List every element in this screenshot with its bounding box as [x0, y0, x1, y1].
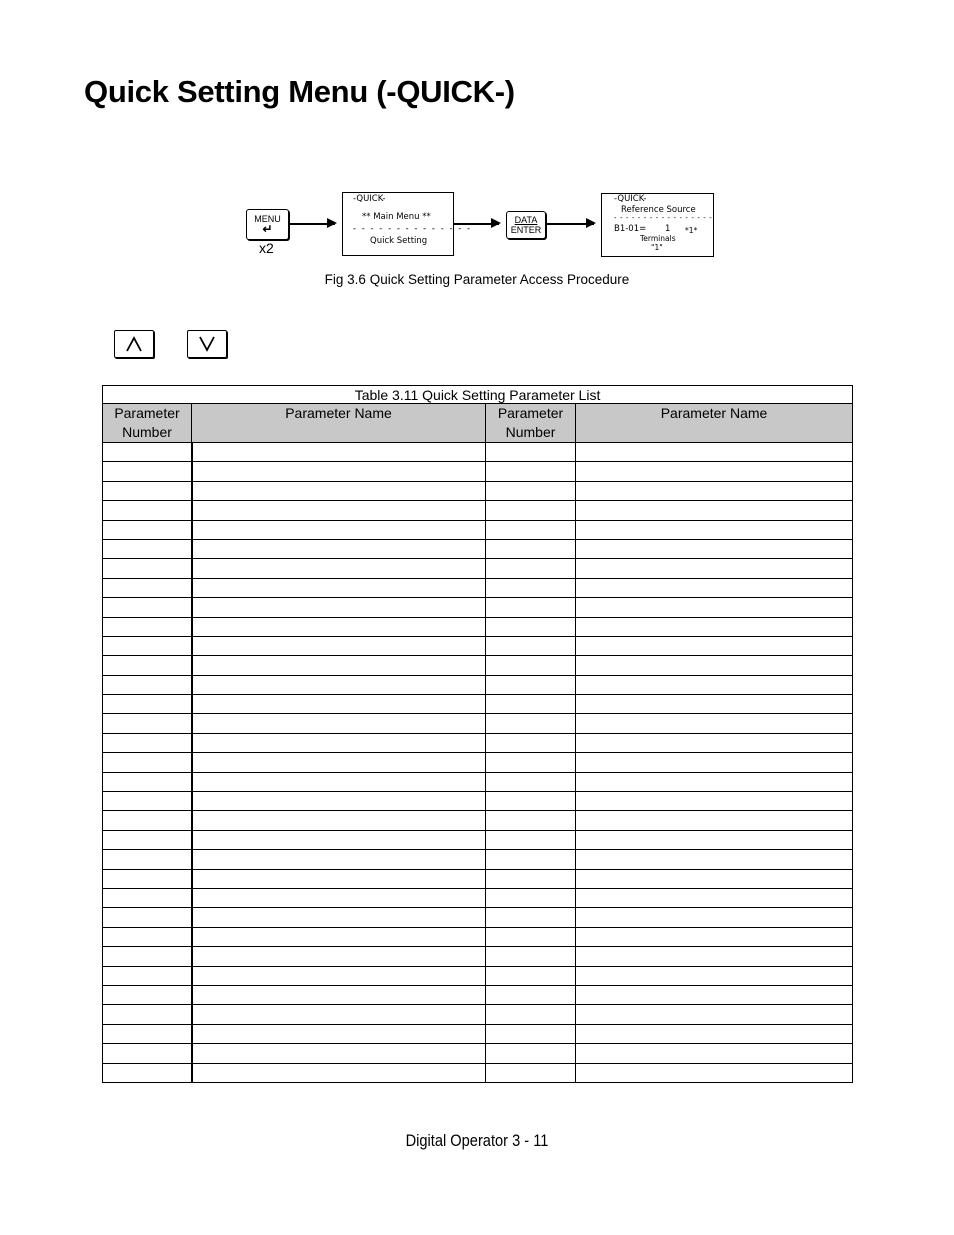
table-cell — [103, 985, 192, 1004]
table-cell — [192, 985, 486, 1004]
table-cell — [486, 888, 576, 907]
table-cell — [103, 869, 192, 888]
table-cell — [192, 520, 486, 539]
table-cell — [192, 675, 486, 694]
table-cell — [103, 947, 192, 966]
table-cell — [576, 598, 853, 617]
table-cell — [576, 539, 853, 558]
table-cell — [103, 753, 192, 772]
table-header-row — [103, 404, 853, 443]
table-cell — [576, 792, 853, 811]
arrow-right-icon — [454, 223, 499, 225]
table-cell — [486, 617, 576, 636]
table-cell — [103, 792, 192, 811]
table-cell — [486, 539, 576, 558]
table-cell — [192, 811, 486, 830]
table-cell — [192, 1044, 486, 1063]
table-row — [103, 1024, 853, 1043]
table-cell — [103, 714, 192, 733]
table-cell — [486, 656, 576, 675]
table-cell — [103, 578, 192, 597]
table-cell — [486, 578, 576, 597]
page-title: Quick Setting Menu (-QUICK-) — [84, 74, 515, 109]
table-cell — [192, 869, 486, 888]
press-count: x2 — [259, 240, 274, 256]
table-row — [103, 1063, 853, 1082]
table-cell — [103, 656, 192, 675]
table-row — [103, 1005, 853, 1024]
table-cell — [103, 908, 192, 927]
table-cell — [486, 598, 576, 617]
table-cell — [103, 850, 192, 869]
table-row — [103, 443, 853, 462]
down-key — [187, 330, 227, 358]
table-cell — [576, 753, 853, 772]
lcd-header: -QUICK- — [353, 194, 386, 204]
table-cell — [486, 1063, 576, 1082]
table-cell — [192, 695, 486, 714]
table-cell — [576, 714, 853, 733]
table-cell — [576, 520, 853, 539]
table-cell — [103, 888, 192, 907]
table-cell — [486, 462, 576, 481]
table-cell — [192, 714, 486, 733]
table-cell — [192, 966, 486, 985]
parameter-table — [102, 385, 853, 1083]
table-cell — [192, 636, 486, 655]
table-cell — [486, 714, 576, 733]
table-row — [103, 539, 853, 558]
table-cell — [486, 501, 576, 520]
table-cell — [486, 753, 576, 772]
table-cell — [576, 1044, 853, 1063]
table-cell — [486, 636, 576, 655]
table-row — [103, 1044, 853, 1063]
table-cell — [486, 481, 576, 500]
lcd-main-menu — [342, 192, 472, 256]
table-cell — [103, 636, 192, 655]
table-row — [103, 481, 853, 500]
table-row — [103, 772, 853, 791]
table-cell — [192, 753, 486, 772]
table-cell — [576, 966, 853, 985]
table-cell — [103, 733, 192, 752]
table-cell — [192, 539, 486, 558]
table-row — [103, 656, 853, 675]
table-cell — [486, 675, 576, 694]
table-cell — [576, 985, 853, 1004]
table-row — [103, 501, 853, 520]
table-cell — [103, 811, 192, 830]
table-cell — [576, 1024, 853, 1043]
table-cell — [576, 733, 853, 752]
menu-key — [246, 209, 289, 240]
table-row — [103, 947, 853, 966]
table-row — [103, 462, 853, 481]
table-cell — [576, 1063, 853, 1082]
table-cell — [103, 772, 192, 791]
table-cell — [576, 578, 853, 597]
table-cell — [576, 908, 853, 927]
table-row — [103, 888, 853, 907]
data-key-label: DATA — [514, 215, 538, 225]
table-cell — [576, 559, 853, 578]
lcd-header: -QUICK- — [614, 194, 647, 204]
table-cell — [192, 481, 486, 500]
table-cell — [576, 695, 853, 714]
table-cell — [192, 927, 486, 946]
table-cell — [576, 830, 853, 849]
table-cell — [103, 481, 192, 500]
table-cell — [486, 869, 576, 888]
lcd-sub: "1" — [651, 243, 663, 252]
table-row — [103, 908, 853, 927]
table-row — [103, 559, 853, 578]
table-cell — [576, 869, 853, 888]
table-cell — [103, 1063, 192, 1082]
lcd-param: B1-01= — [614, 224, 647, 234]
table-cell — [576, 501, 853, 520]
table-row — [103, 850, 853, 869]
table-cell — [192, 598, 486, 617]
table-cell — [576, 772, 853, 791]
lcd-line: Reference Source — [621, 205, 696, 215]
table-cell — [103, 1005, 192, 1024]
table-cell — [486, 520, 576, 539]
table-cell — [576, 617, 853, 636]
table-cell — [103, 966, 192, 985]
arrow-right-icon — [290, 223, 335, 225]
lcd-line: Quick Setting — [370, 236, 428, 246]
table-cell — [486, 811, 576, 830]
table-row — [103, 985, 853, 1004]
table-cell — [103, 617, 192, 636]
table-cell — [486, 927, 576, 946]
table-cell — [103, 598, 192, 617]
header-parameter-number: Parameter Number — [486, 404, 576, 443]
table-cell — [103, 539, 192, 558]
lcd-sub: Terminals — [640, 234, 676, 243]
figure-caption: Fig 3.6 Quick Setting Parameter Access Procedure — [324, 272, 630, 287]
table-cell — [103, 443, 192, 462]
table-cell — [576, 811, 853, 830]
lcd-suffix: *1* — [685, 226, 698, 235]
table-row — [103, 598, 853, 617]
table-cell — [486, 830, 576, 849]
table-cell — [192, 733, 486, 752]
table-row — [103, 811, 853, 830]
table-cell — [192, 617, 486, 636]
header-parameter-name: Parameter Name — [192, 404, 486, 443]
table-row — [103, 695, 853, 714]
table-cell — [192, 830, 486, 849]
table-row — [103, 520, 853, 539]
table-cell — [103, 1024, 192, 1043]
table-cell — [486, 792, 576, 811]
lcd-divider: - - - - - - - - - - - - - - - - - — [614, 214, 713, 222]
table-row — [103, 792, 853, 811]
table-cell — [103, 675, 192, 694]
enter-key-label: ENTER — [510, 225, 542, 235]
table-cell — [192, 1005, 486, 1024]
table-cell — [192, 850, 486, 869]
table-cell — [103, 501, 192, 520]
table-cell — [486, 947, 576, 966]
table-cell — [486, 733, 576, 752]
table-row — [103, 869, 853, 888]
table-cell — [576, 636, 853, 655]
table-cell — [192, 1024, 486, 1043]
table-cell — [192, 501, 486, 520]
table-cell — [486, 559, 576, 578]
table-cell — [103, 462, 192, 481]
table-cell — [486, 695, 576, 714]
table-row — [103, 675, 853, 694]
table-row — [103, 753, 853, 772]
table-cell — [103, 520, 192, 539]
table-cell — [103, 927, 192, 946]
table-row — [103, 714, 853, 733]
table-cell — [576, 462, 853, 481]
table-cell — [486, 1005, 576, 1024]
table-row — [103, 733, 853, 752]
table-cell — [103, 695, 192, 714]
table-cell — [192, 443, 486, 462]
table-cell — [103, 1044, 192, 1063]
table-cell — [576, 947, 853, 966]
table-cell — [486, 772, 576, 791]
table-row — [103, 636, 853, 655]
table-cell — [576, 850, 853, 869]
table-cell — [576, 443, 853, 462]
return-icon: ↵ — [262, 222, 273, 236]
data-enter-key — [506, 211, 546, 239]
table-cell — [192, 656, 486, 675]
up-arrow-icon — [125, 336, 143, 352]
header-parameter-name: Parameter Name — [576, 404, 853, 443]
table-cell — [486, 908, 576, 927]
lcd-divider: - - - - - - - - - - - - - - — [353, 224, 472, 234]
table-cell — [486, 1044, 576, 1063]
table-cell — [192, 559, 486, 578]
table-cell — [486, 443, 576, 462]
table-cell — [576, 888, 853, 907]
table-row — [103, 830, 853, 849]
table-row — [103, 578, 853, 597]
table-cell — [192, 1063, 486, 1082]
menu-key-label: MENU — [254, 214, 281, 224]
table-cell — [486, 966, 576, 985]
table-cell — [486, 850, 576, 869]
table-cell — [192, 888, 486, 907]
header-parameter-number: Parameter Number — [103, 404, 192, 443]
up-key — [114, 330, 154, 358]
table-cell — [486, 1024, 576, 1043]
table-cell — [576, 675, 853, 694]
table-cell — [576, 1005, 853, 1024]
table-cell — [103, 830, 192, 849]
lcd-line: ** Main Menu ** — [362, 212, 431, 222]
table-caption: Table 3.11 Quick Setting Parameter List — [103, 386, 853, 404]
table-row — [103, 617, 853, 636]
down-arrow-icon — [198, 336, 216, 352]
table-cell — [192, 578, 486, 597]
table-row — [103, 966, 853, 985]
table-cell — [576, 656, 853, 675]
lcd-reference-source — [601, 193, 714, 257]
table-cell — [192, 908, 486, 927]
table-row — [103, 927, 853, 946]
table-cell — [192, 792, 486, 811]
table-cell — [103, 559, 192, 578]
page-footer: Digital Operator 3 - 11 — [405, 1131, 549, 1150]
table-cell — [192, 772, 486, 791]
arrow-right-icon — [547, 223, 594, 225]
table-cell — [192, 947, 486, 966]
table-cell — [576, 481, 853, 500]
table-cell — [486, 985, 576, 1004]
lcd-value: 1 — [665, 224, 671, 234]
table-cell — [576, 927, 853, 946]
table-cell — [192, 462, 486, 481]
